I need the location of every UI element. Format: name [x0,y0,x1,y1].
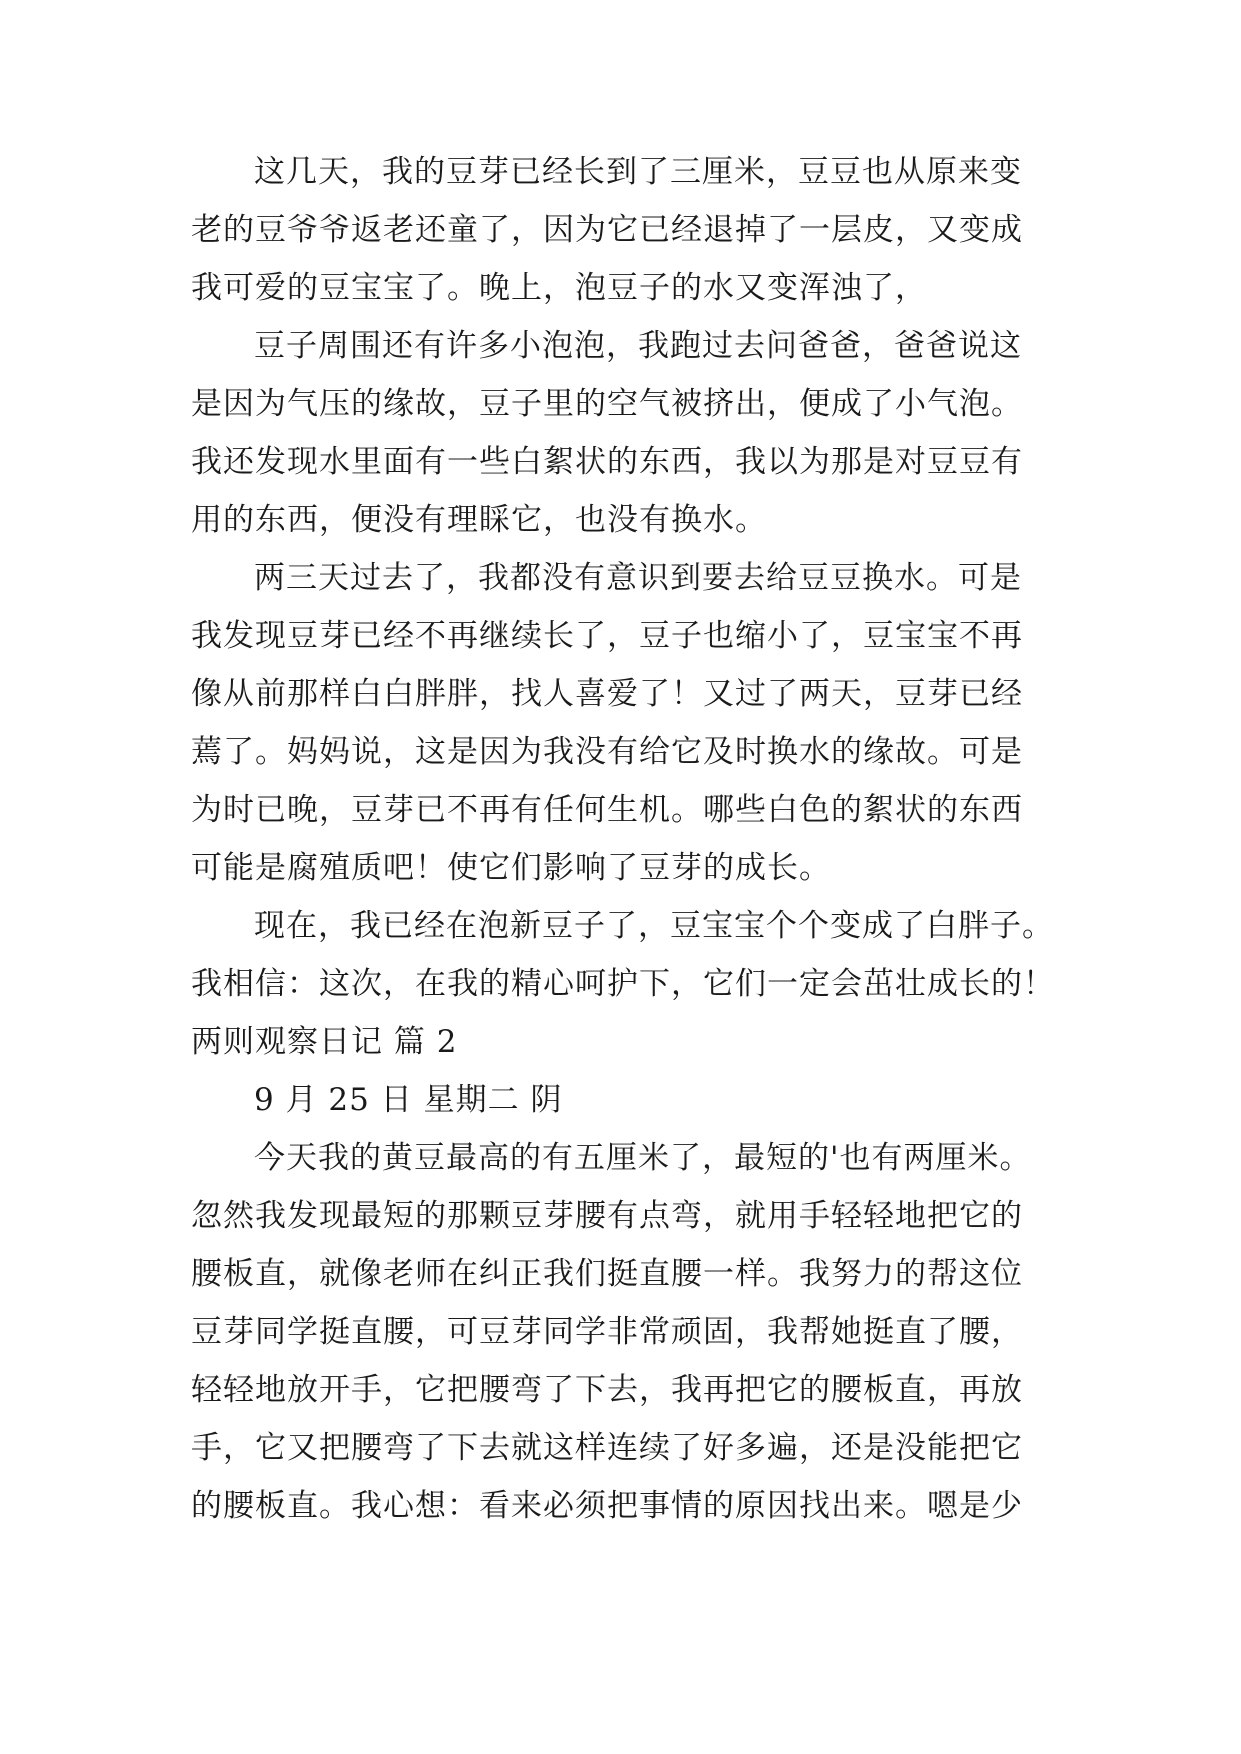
section-heading: 两则观察日记 篇 2 [191,1024,458,1060]
paragraph-line: 我还发现水里面有一些白絮状的东西，我以为那是对豆豆有 [191,444,1023,480]
paragraph-line: 我相信：这次，在我的精心呵护下，它们一定会茁壮成长的！ [191,966,1055,1002]
paragraph-line: 腰板直，就像老师在纠正我们挺直腰一样。我努力的帮这位 [191,1256,1023,1292]
paragraph-line: 今天我的黄豆最高的有五厘米了，最短的'也有两厘米。 [254,1140,1032,1176]
paragraph-line: 手，它又把腰弯了下去就这样连续了好多遍，还是没能把它 [191,1430,1023,1466]
diary-date-line: 9 月 25 日 星期二 阴 [254,1082,563,1118]
paragraph-line: 我可爱的豆宝宝了。晚上，泡豆子的水又变浑浊了， [191,270,927,306]
paragraph-line: 是因为气压的缘故，豆子里的空气被挤出，便成了小气泡。 [191,386,1023,422]
paragraph-line: 豆子周围还有许多小泡泡，我跑过去问爸爸，爸爸说这 [254,328,1022,364]
paragraph-line: 轻轻地放开手，它把腰弯了下去，我再把它的腰板直，再放 [191,1372,1023,1408]
paragraph-line: 用的东西，便没有理睬它，也没有换水。 [191,502,767,538]
paragraph-line: 老的豆爷爷返老还童了，因为它已经退掉了一层皮，又变成 [191,212,1023,248]
paragraph-line: 两三天过去了，我都没有意识到要去给豆豆换水。可是 [254,560,1022,596]
paragraph-line: 这几天，我的豆芽已经长到了三厘米，豆豆也从原来变 [254,154,1022,190]
paragraph-line: 可能是腐殖质吧！使它们影响了豆芽的成长。 [191,850,831,886]
paragraph-line: 为时已晚，豆芽已不再有任何生机。哪些白色的絮状的东西 [191,792,1023,828]
paragraph-line: 像从前那样白白胖胖，找人喜爱了！又过了两天，豆芽已经 [191,676,1023,712]
paragraph-line: 忽然我发现最短的那颗豆芽腰有点弯，就用手轻轻地把它的 [191,1198,1023,1234]
paragraph-line: 蔫了。妈妈说，这是因为我没有给它及时换水的缘故。可是 [191,734,1023,770]
paragraph-line: 的腰板直。我心想：看来必须把事情的原因找出来。嗯是少 [191,1488,1023,1524]
paragraph-line: 我发现豆芽已经不再继续长了，豆子也缩小了，豆宝宝不再 [191,618,1023,654]
paragraph-line: 现在，我已经在泡新豆子了，豆宝宝个个变成了白胖子。 [254,908,1054,944]
paragraph-line: 豆芽同学挺直腰，可豆芽同学非常顽固，我帮她挺直了腰， [191,1314,1023,1350]
